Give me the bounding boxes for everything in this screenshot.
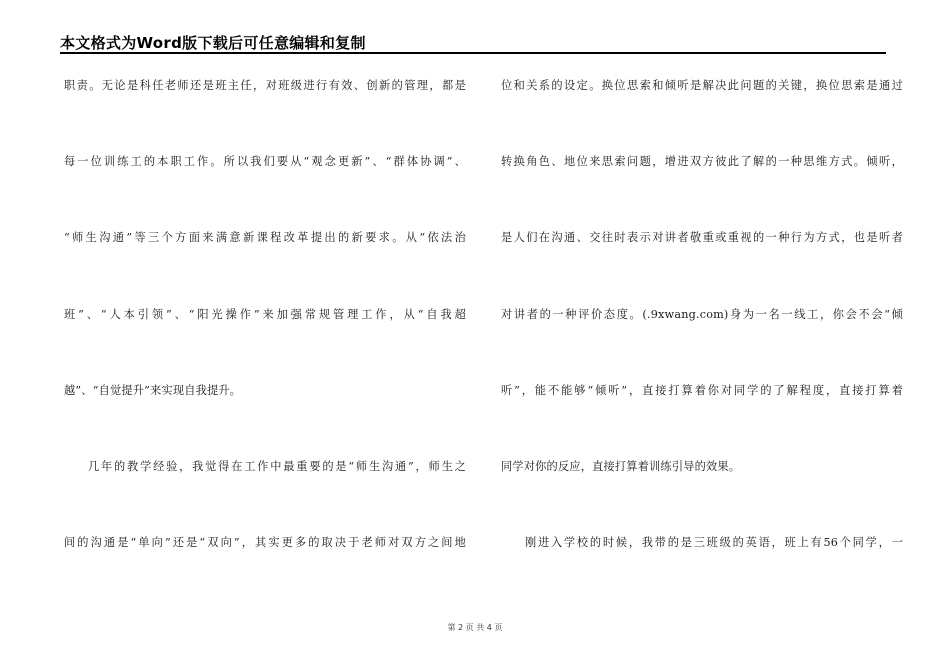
body-text-line: 同学对你的反应，直接打算着训练引导的效果。	[501, 459, 741, 473]
body-text-line: 转换角色、地位来思索问题，增进双方彼此了解的一种思维方式。倾听，	[501, 155, 903, 169]
body-text-line: 是人们在沟通、交往时表示对讲者敬重或重视的一种行为方式，也是听者	[501, 231, 903, 245]
paragraph-start-line: 几年的教学经验，我觉得在工作中最重要的是“师生沟通”，师生之	[88, 459, 466, 473]
body-text-line: 位和关系的设定。换位思索和倾听是解决此问题的关键，换位思索是通过	[501, 79, 903, 92]
body-text-line: 每一位训练工的本职工作。所以我们要从“观念更新”、“群体协调”、	[64, 155, 466, 169]
document-header-title: 本文格式为Word版下载后可任意编辑和复制	[60, 34, 366, 52]
body-text-line: “师生沟通”等三个方面来满意新课程改革提出的新要求。从“依法治	[64, 231, 466, 245]
body-text-line: 间的沟通是“单向”还是“双向”，其实更多的取决于老师对双方之间地	[64, 536, 466, 550]
body-text-line: 对讲者的一种评价态度。(.9xwang.com)身为一名一线工，你会不会“倾	[501, 307, 903, 321]
page-number-footer: 第 2 页 共 4 页	[447, 623, 503, 632]
right-text-column	[501, 76, 903, 609]
left-text-column	[64, 76, 466, 609]
header-divider	[60, 52, 886, 54]
body-text-line: 越”、“自觉提升”来实现自我提升。	[64, 383, 242, 397]
body-text-line: 职责。无论是科任老师还是班主任，对班级进行有效、创新的管理，都是	[64, 79, 466, 92]
body-text-line: 听”，能不能够“倾听”，直接打算着你对同学的了解程度，直接打算着	[501, 383, 903, 397]
paragraph-start-line: 刚进入学校的时候，我带的是三班级的英语，班上有56个同学，一	[525, 536, 903, 550]
body-text-line: 班”、“人本引领”、“阳光操作”来加强常规管理工作，从“自我超	[64, 307, 466, 321]
